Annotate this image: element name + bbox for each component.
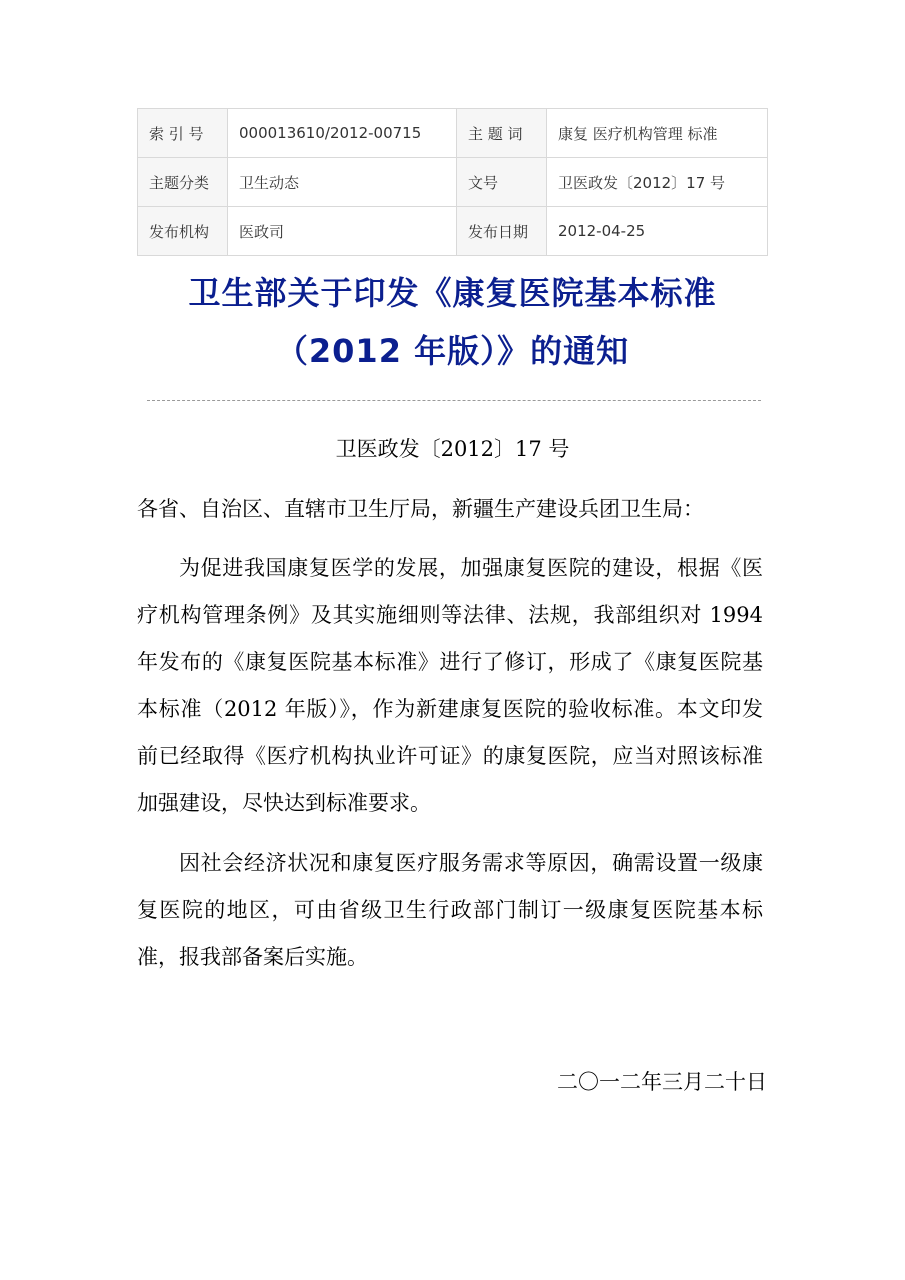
body-paragraph-2: 因社会经济状况和康复医疗服务需求等原因，确需设置一级康复医院的地区，可由省级卫生行政部门制订一级康复医院基本标准，报我部备案后实施。 bbox=[137, 851, 763, 969]
body-paragraph-1: 为促进我国康复医学的发展，加强康复医院的建设，根据《医疗机构管理条例》及其实施细则等法律、法规，我部组织对 1994 年发布的《康复医院基本标准》进行了修订，形成了《康复医院基本标准（2012 年版）》，作为新建康复医院的验收标准。本文印发前已经取得《医疗机构执业许可证》的康复医院，应当对照该标准加强建设，尽快达到标准要求。 bbox=[137, 556, 763, 815]
metadata-row bbox=[138, 158, 768, 207]
dashed-divider bbox=[147, 400, 761, 401]
metadata-row bbox=[138, 109, 768, 158]
document-number-label: 文号 bbox=[457, 158, 547, 207]
publisher-value: 医政司 bbox=[228, 207, 457, 256]
page-title-line-2: （2012 年版）》的通知 bbox=[275, 332, 630, 370]
signature-date: 二〇一二年三月二十日 bbox=[557, 1070, 767, 1094]
document-number-value: 卫医政发〔2012〕17 号 bbox=[547, 158, 768, 207]
page-title-line-1: 卫生部关于印发《康复医院基本标准 bbox=[188, 274, 717, 312]
metadata-row bbox=[138, 207, 768, 256]
publish-date-value: 2012-04-25 bbox=[547, 207, 768, 256]
publish-date-label: 发布日期 bbox=[457, 207, 547, 256]
index-number-value: 000013610/2012-00715 bbox=[228, 109, 457, 158]
subject-words-value: 康复 医疗机构管理 标准 bbox=[547, 109, 768, 158]
category-value: 卫生动态 bbox=[228, 158, 457, 207]
publisher-label: 发布机构 bbox=[138, 207, 228, 256]
subject-words-label: 主 题 词 bbox=[457, 109, 547, 158]
document-metadata-table bbox=[137, 108, 768, 256]
document-number: 卫医政发〔2012〕17 号 bbox=[335, 437, 570, 461]
addressee: 各省、自治区、直辖市卫生厅局，新疆生产建设兵团卫生局： bbox=[137, 497, 704, 521]
category-label: 主题分类 bbox=[138, 158, 228, 207]
index-number-label: 索 引 号 bbox=[138, 109, 228, 158]
